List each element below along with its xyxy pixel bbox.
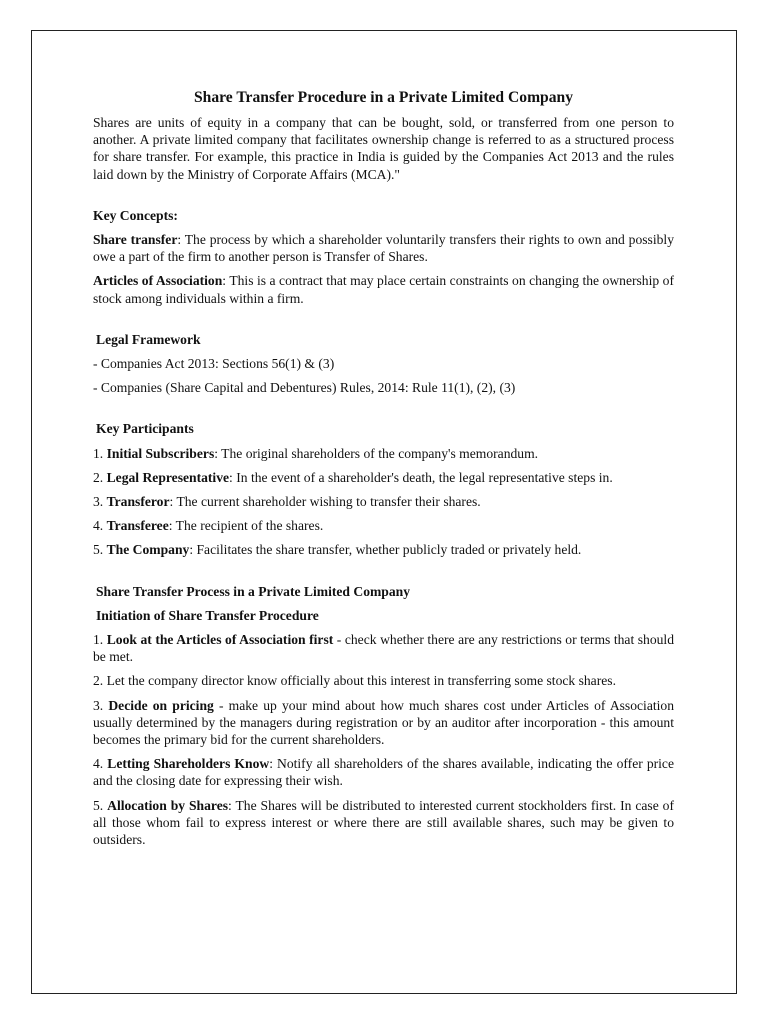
step-term: Look at the Articles of Association first	[106, 632, 334, 648]
document-title: Share Transfer Procedure in a Private Limited Company	[194, 89, 573, 106]
legal-framework-item: - Companies (Share Capital and Debentures) Rules, 2014: Rule 11(1), (2), (3)	[93, 380, 516, 396]
participant-term: Transferee	[106, 518, 169, 534]
participant-number: 2.	[93, 469, 107, 485]
step-text: : The Shares will be distributed to interested current stockholders first. In case of all those whom fail to express interest or where there are still available shares, such may be given to outsiders.	[93, 797, 674, 848]
concept-text: : The process by which a shareholder voluntarily transfers their rights to own and possibly owe a part of the firm to another person is Transfer of Shares.	[93, 232, 674, 265]
participant-term: Initial Subscribers	[106, 445, 215, 461]
participant-number: 1.	[93, 445, 107, 461]
process-heading: Share Transfer Process in a Private Limited Company	[96, 583, 411, 599]
concept-text: : This is a contract that may place certain constraints on changing the ownership of stock among individuals within a firm.	[93, 273, 674, 306]
participant-item	[93, 469, 674, 486]
process-step	[93, 755, 674, 789]
concept-term: Articles of Association	[93, 273, 223, 289]
process-step	[93, 631, 674, 665]
participant-item	[93, 541, 674, 558]
process-step	[93, 797, 674, 849]
step-term: Letting Shareholders Know	[107, 756, 270, 772]
participant-number: 3.	[93, 494, 107, 510]
participant-term: The Company	[106, 542, 190, 558]
participant-text: : The original shareholders of the company's memorandum.	[214, 445, 539, 461]
participant-number: 5.	[93, 542, 107, 558]
participant-item	[93, 517, 674, 534]
participant-number: 4.	[93, 518, 107, 534]
step-number: 5.	[93, 797, 108, 813]
participant-term: Transferor	[106, 494, 170, 510]
participant-text: : The current shareholder wishing to transfer their shares.	[169, 494, 481, 510]
participant-item	[93, 493, 674, 510]
intro-paragraph: Shares are units of equity in a company that can be bought, sold, or transferred from one person to another. A private limited company that facilitates ownership change is referred to as a structured process for share transfer. For example, this practice in India is guided by the Companies Act 2013 and the rules laid down by the Ministry of Corporate Affairs (MCA)."	[93, 115, 674, 182]
key-participants-heading: Key Participants	[96, 421, 194, 437]
step-term: Decide on pricing	[108, 697, 214, 713]
concept-term: Share transfer	[93, 232, 178, 248]
step-text: Let the company director know officially about this interest in transferring some stock shares.	[106, 673, 616, 689]
legal-framework-item: - Companies Act 2013: Sections 56(1) & (3)	[93, 356, 335, 372]
step-term: Allocation by Shares	[107, 797, 229, 813]
participant-text: : In the event of a shareholder's death, the legal representative steps in.	[229, 469, 613, 485]
concept-articles-of-association	[93, 272, 674, 306]
document-body	[93, 88, 674, 855]
concept-share-transfer	[93, 231, 674, 265]
participant-item	[93, 445, 674, 462]
process-subheading: Initiation of Share Transfer Procedure	[96, 607, 319, 623]
process-step	[93, 672, 674, 689]
step-number: 2.	[93, 673, 107, 689]
participant-text: : The recipient of the shares.	[168, 518, 324, 534]
participant-term: Legal Representative	[106, 469, 230, 485]
participant-text: : Facilitates the share transfer, whether publicly traded or privately held.	[189, 542, 582, 558]
step-number: 3.	[93, 697, 109, 713]
step-number: 4.	[93, 756, 108, 772]
step-text: - check whether there are any restrictions or terms that should be met.	[93, 632, 675, 665]
process-step	[93, 697, 674, 749]
step-number: 1.	[93, 632, 107, 648]
step-text: - make up your mind about how much shares cost under Articles of Association usually determined by the managers during registration or by an auditor after incorporation - this amount becomes the primary bid for the current shareholders.	[93, 697, 675, 748]
legal-framework-heading: Legal Framework	[96, 331, 201, 347]
step-text: : Notify all shareholders of the shares available, indicating the offer price and the closing date for expressing their wish.	[93, 756, 674, 789]
key-concepts-heading: Key Concepts:	[93, 207, 178, 223]
